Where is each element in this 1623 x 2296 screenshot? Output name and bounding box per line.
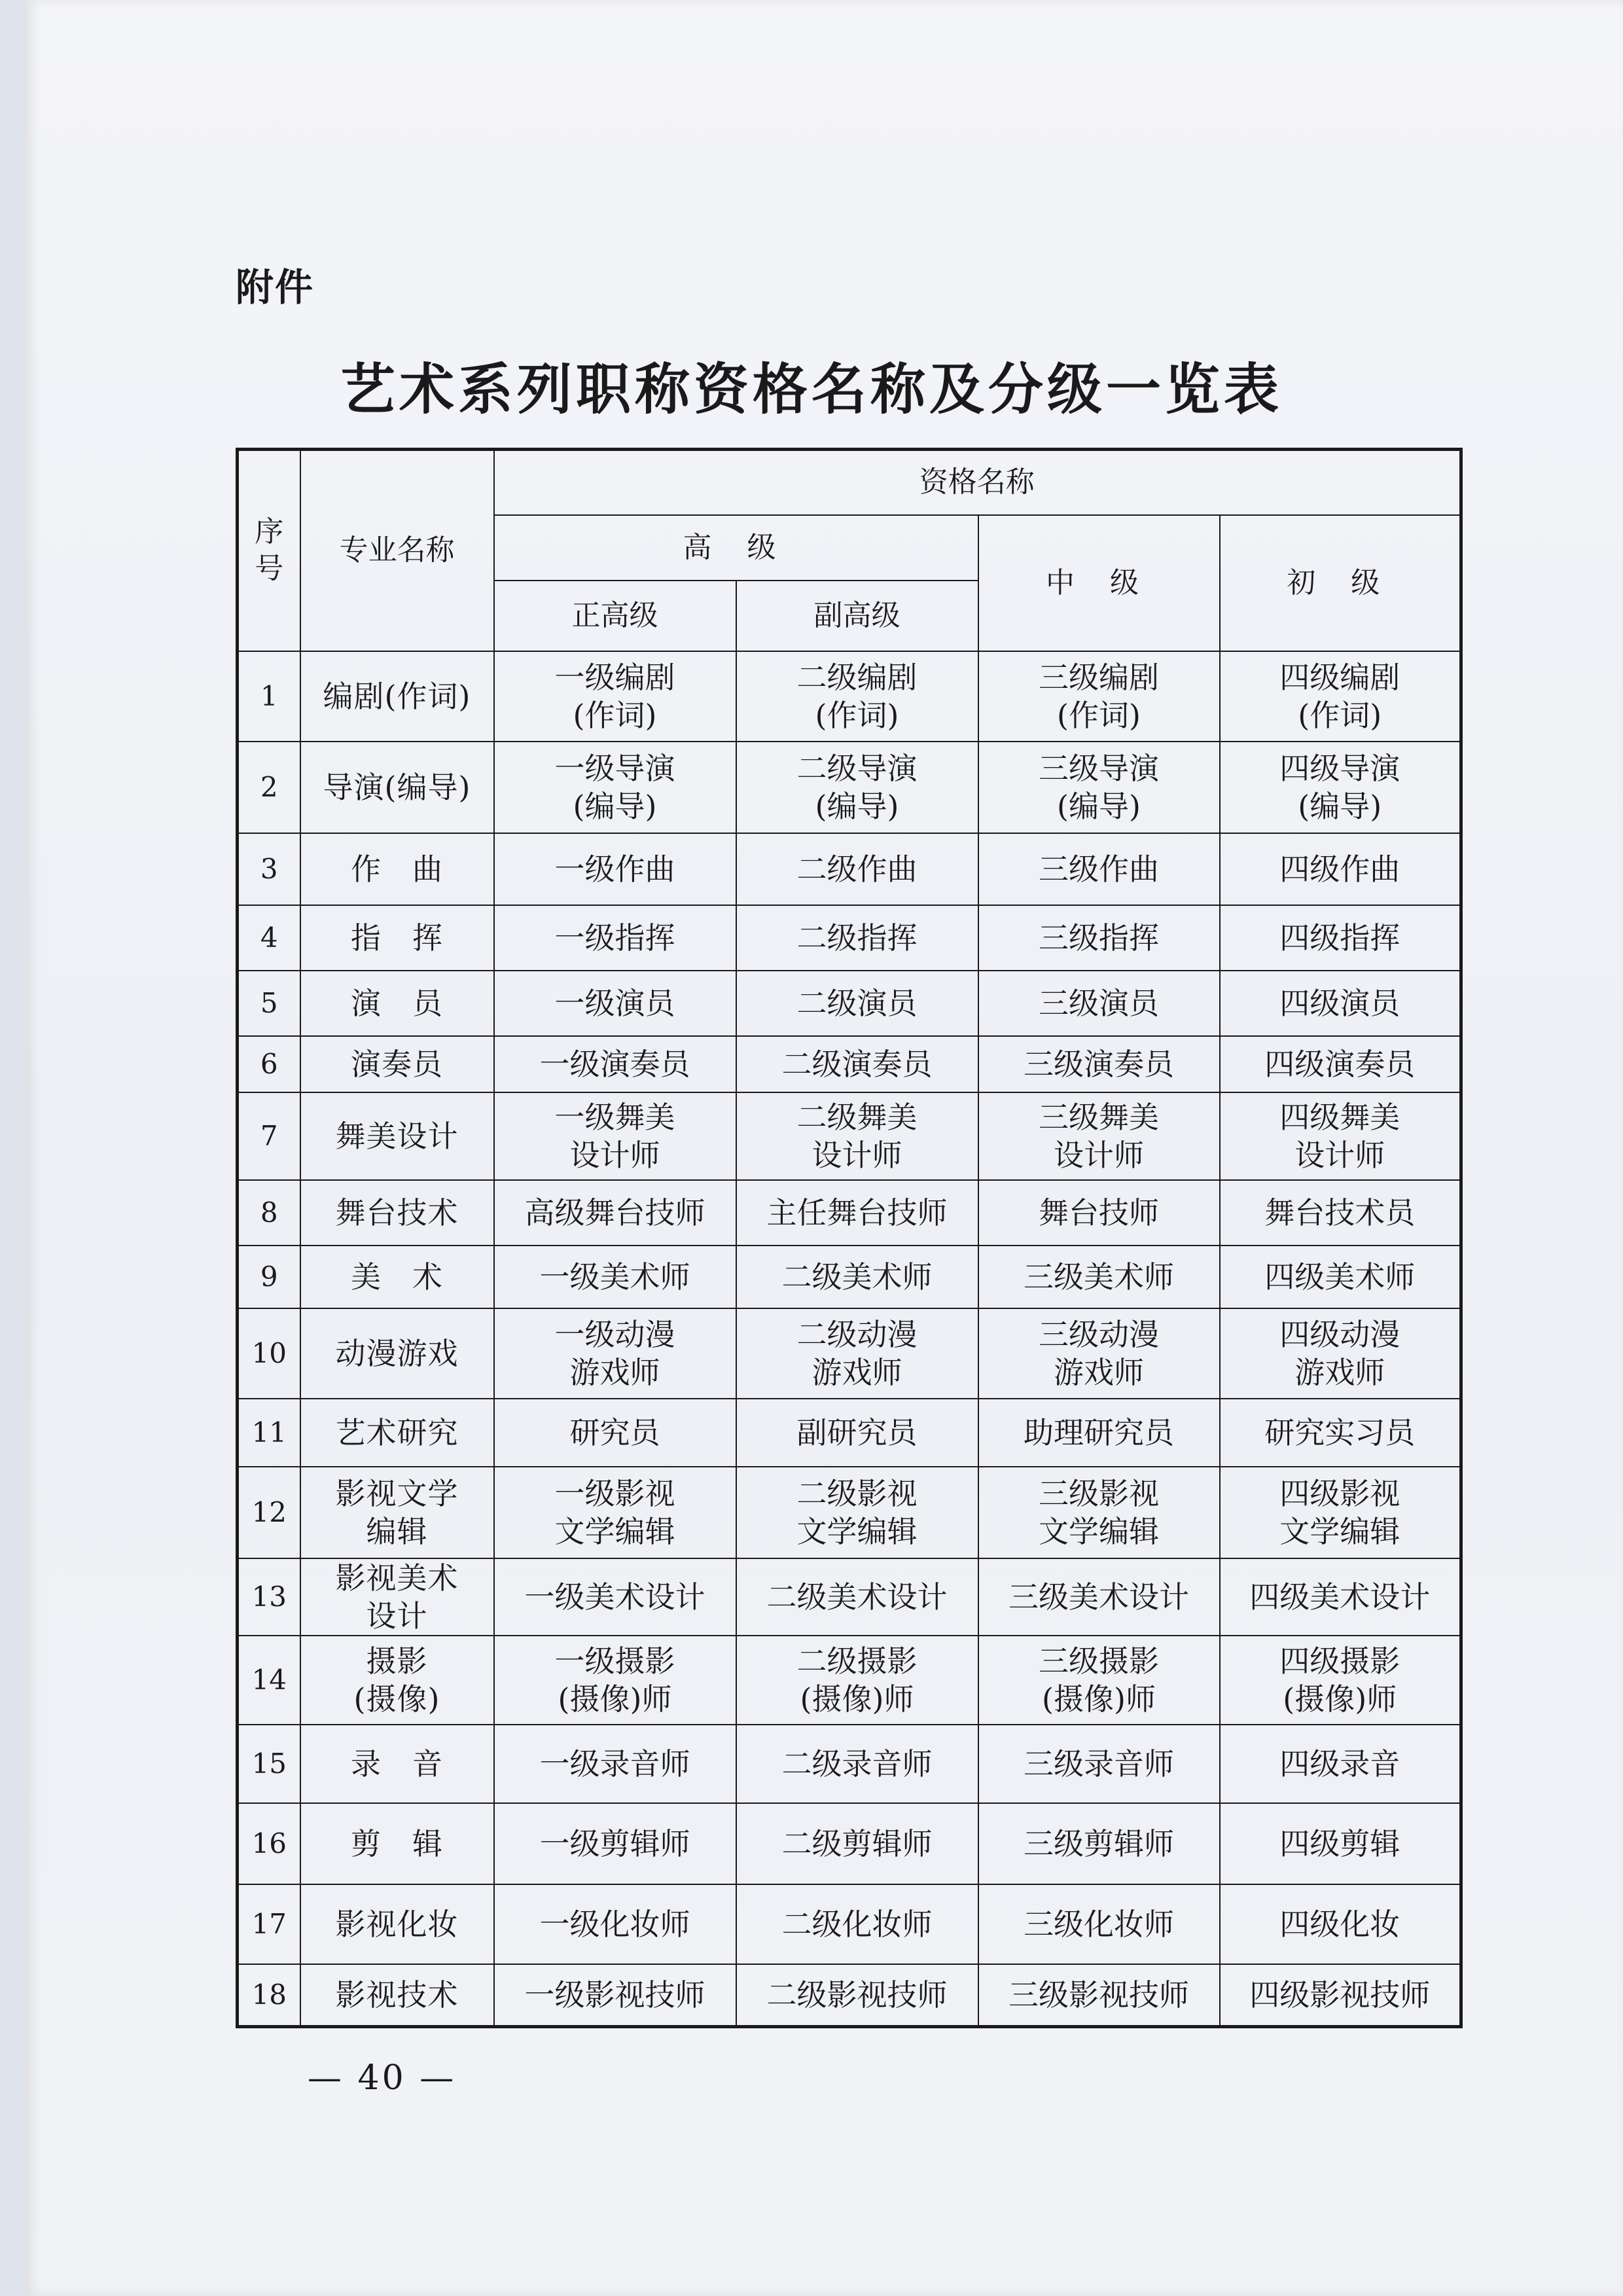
full-senior-title: 一级影视 文学编辑 [494, 1467, 736, 1558]
annex-label: 附件 [236, 265, 315, 310]
row-number: 15 [238, 1725, 300, 1803]
deputy-senior-title: 二级美术设计 [736, 1558, 978, 1636]
full-senior-title: 一级舞美 设计师 [494, 1092, 736, 1180]
row-number: 16 [238, 1803, 300, 1884]
deputy-senior-title: 二级影视 文学编辑 [736, 1467, 978, 1558]
deputy-senior-title: 二级作曲 [736, 833, 978, 905]
junior-title: 四级指挥 [1220, 905, 1461, 971]
profession-name: 美 术 [300, 1246, 494, 1308]
intermediate-title: 三级摄影 (摄像)师 [978, 1636, 1220, 1725]
deputy-senior-title: 二级剪辑师 [736, 1803, 978, 1884]
profession-name: 剪 辑 [300, 1803, 494, 1884]
row-number: 11 [238, 1399, 300, 1467]
profession-name: 舞美设计 [300, 1092, 494, 1180]
table-body [238, 651, 1461, 2027]
full-senior-title: 一级导演 (编导) [494, 742, 736, 833]
row-number: 1 [238, 651, 300, 742]
deputy-senior-title: 二级录音师 [736, 1725, 978, 1803]
full-senior-title: 一级编剧 (作词) [494, 651, 736, 742]
table-row [238, 1636, 1461, 1725]
intermediate-title: 三级美术设计 [978, 1558, 1220, 1636]
table-row [238, 1964, 1461, 2027]
deputy-senior-title: 二级美术师 [736, 1246, 978, 1308]
table-row [238, 971, 1461, 1036]
profession-name: 动漫游戏 [300, 1308, 494, 1399]
table-row [238, 1725, 1461, 1803]
junior-title: 四级剪辑 [1220, 1803, 1461, 1884]
junior-title: 四级作曲 [1220, 833, 1461, 905]
junior-title: 四级影视 文学编辑 [1220, 1467, 1461, 1558]
table-row [238, 905, 1461, 971]
profession-name: 舞台技术 [300, 1180, 494, 1246]
header-seq [238, 450, 300, 651]
table-row [238, 1308, 1461, 1399]
deputy-senior-title: 二级动漫 游戏师 [736, 1308, 978, 1399]
junior-title: 四级美术师 [1220, 1246, 1461, 1308]
deputy-senior-title: 二级影视技师 [736, 1964, 978, 2027]
table-row [238, 1092, 1461, 1180]
intermediate-title: 三级演员 [978, 971, 1220, 1036]
intermediate-title: 助理研究员 [978, 1399, 1220, 1467]
junior-title: 四级录音 [1220, 1725, 1461, 1803]
table-row [238, 1180, 1461, 1246]
intermediate-title: 三级作曲 [978, 833, 1220, 905]
profession-name: 影视美术 设计 [300, 1558, 494, 1636]
table-row [238, 742, 1461, 833]
intermediate-title: 三级美术师 [978, 1246, 1220, 1308]
profession-name: 演奏员 [300, 1036, 494, 1092]
deputy-senior-title: 二级演员 [736, 971, 978, 1036]
table-row [238, 1036, 1461, 1092]
full-senior-title: 一级录音师 [494, 1725, 736, 1803]
profession-name: 指 挥 [300, 905, 494, 971]
header-seq-label: 序号 [255, 514, 284, 585]
row-number: 9 [238, 1246, 300, 1308]
deputy-senior-title: 二级舞美 设计师 [736, 1092, 978, 1180]
junior-title: 舞台技术员 [1220, 1180, 1461, 1246]
header-intermediate: 中 级 [978, 515, 1220, 651]
header-senior: 高 级 [494, 515, 978, 581]
deputy-senior-title: 二级指挥 [736, 905, 978, 971]
junior-title: 四级导演 (编导) [1220, 742, 1461, 833]
intermediate-title: 三级化妆师 [978, 1884, 1220, 1964]
row-number: 10 [238, 1308, 300, 1399]
full-senior-title: 一级作曲 [494, 833, 736, 905]
table-row [238, 1246, 1461, 1308]
qualification-table [236, 448, 1463, 2028]
intermediate-title: 三级演奏员 [978, 1036, 1220, 1092]
profession-name: 影视技术 [300, 1964, 494, 2027]
junior-title: 四级舞美 设计师 [1220, 1092, 1461, 1180]
row-number: 18 [238, 1964, 300, 2027]
full-senior-title: 研究员 [494, 1399, 736, 1467]
junior-title: 四级美术设计 [1220, 1558, 1461, 1636]
intermediate-title: 三级录音师 [978, 1725, 1220, 1803]
intermediate-title: 三级影视技师 [978, 1964, 1220, 2027]
full-senior-title: 一级演奏员 [494, 1036, 736, 1092]
page-title: 艺术系列职称资格名称及分级一览表 [340, 357, 1283, 422]
header-qualification: 资格名称 [494, 450, 1461, 515]
profession-name: 编剧(作词) [300, 651, 494, 742]
profession-name: 录 音 [300, 1725, 494, 1803]
table-row [238, 833, 1461, 905]
row-number: 8 [238, 1180, 300, 1246]
junior-title: 四级化妆 [1220, 1884, 1461, 1964]
row-number: 6 [238, 1036, 300, 1092]
full-senior-title: 一级影视技师 [494, 1964, 736, 2027]
junior-title: 四级演员 [1220, 971, 1461, 1036]
full-senior-title: 一级美术师 [494, 1246, 736, 1308]
deputy-senior-title: 二级编剧 (作词) [736, 651, 978, 742]
profession-name: 作 曲 [300, 833, 494, 905]
intermediate-title: 三级指挥 [978, 905, 1220, 971]
profession-name: 艺术研究 [300, 1399, 494, 1467]
full-senior-title: 一级化妆师 [494, 1884, 736, 1964]
full-senior-title: 一级指挥 [494, 905, 736, 971]
row-number: 3 [238, 833, 300, 905]
page-edge [0, 0, 26, 2296]
row-number: 14 [238, 1636, 300, 1725]
profession-name: 影视文学 编辑 [300, 1467, 494, 1558]
junior-title: 四级摄影 (摄像)师 [1220, 1636, 1461, 1725]
junior-title: 四级动漫 游戏师 [1220, 1308, 1461, 1399]
row-number: 4 [238, 905, 300, 971]
deputy-senior-title: 副研究员 [736, 1399, 978, 1467]
profession-name: 影视化妆 [300, 1884, 494, 1964]
intermediate-title: 舞台技师 [978, 1180, 1220, 1246]
full-senior-title: 一级动漫 游戏师 [494, 1308, 736, 1399]
deputy-senior-title: 二级导演 (编导) [736, 742, 978, 833]
intermediate-title: 三级舞美 设计师 [978, 1092, 1220, 1180]
row-number: 17 [238, 1884, 300, 1964]
header-full-senior: 正高级 [494, 581, 736, 651]
junior-title: 四级编剧 (作词) [1220, 651, 1461, 742]
table-row [238, 1803, 1461, 1884]
deputy-senior-title: 二级演奏员 [736, 1036, 978, 1092]
full-senior-title: 一级演员 [494, 971, 736, 1036]
row-number: 13 [238, 1558, 300, 1636]
row-number: 12 [238, 1467, 300, 1558]
deputy-senior-title: 主任舞台技师 [736, 1180, 978, 1246]
header-deputy-senior: 副高级 [736, 581, 978, 651]
full-senior-title: 高级舞台技师 [494, 1180, 736, 1246]
header-junior: 初 级 [1220, 515, 1461, 651]
full-senior-title: 一级美术设计 [494, 1558, 736, 1636]
full-senior-title: 一级摄影 (摄像)师 [494, 1636, 736, 1725]
profession-name: 摄影 (摄像) [300, 1636, 494, 1725]
row-number: 7 [238, 1092, 300, 1180]
deputy-senior-title: 二级摄影 (摄像)师 [736, 1636, 978, 1725]
table-row [238, 1399, 1461, 1467]
table-row [238, 651, 1461, 742]
junior-title: 四级演奏员 [1220, 1036, 1461, 1092]
intermediate-title: 三级影视 文学编辑 [978, 1467, 1220, 1558]
junior-title: 研究实习员 [1220, 1399, 1461, 1467]
row-number: 2 [238, 742, 300, 833]
page-number: — 40 — [308, 2058, 457, 2098]
junior-title: 四级影视技师 [1220, 1964, 1461, 2027]
intermediate-title: 三级剪辑师 [978, 1803, 1220, 1884]
table-row [238, 1467, 1461, 1558]
intermediate-title: 三级动漫 游戏师 [978, 1308, 1220, 1399]
intermediate-title: 三级导演 (编导) [978, 742, 1220, 833]
profession-name: 导演(编导) [300, 742, 494, 833]
table-row [238, 1884, 1461, 1964]
table-row [238, 1558, 1461, 1636]
table-header [238, 450, 1461, 651]
header-profession: 专业名称 [300, 450, 494, 651]
intermediate-title: 三级编剧 (作词) [978, 651, 1220, 742]
full-senior-title: 一级剪辑师 [494, 1803, 736, 1884]
row-number: 5 [238, 971, 300, 1036]
deputy-senior-title: 二级化妆师 [736, 1884, 978, 1964]
profession-name: 演 员 [300, 971, 494, 1036]
